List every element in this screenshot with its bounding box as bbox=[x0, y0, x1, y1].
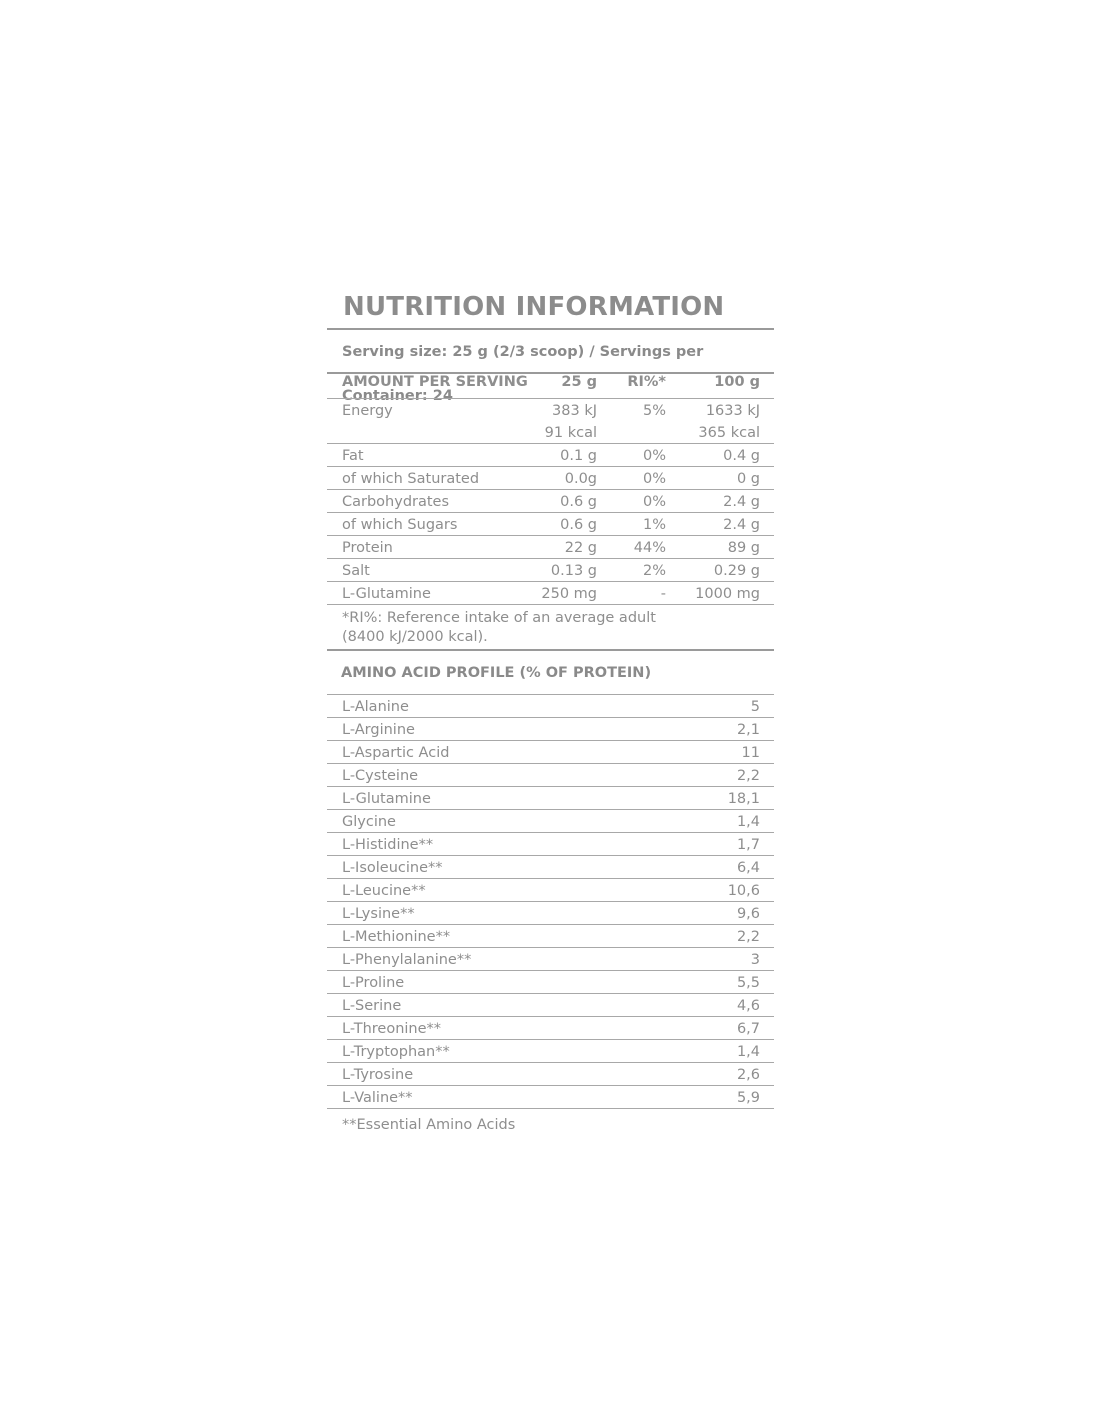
per-serving-value: 0.6 g bbox=[560, 517, 597, 533]
table-row bbox=[327, 879, 774, 902]
amino-acid-name: L-Arginine bbox=[342, 722, 415, 738]
table-row bbox=[327, 1040, 774, 1063]
header-per-100g: 100 g bbox=[714, 374, 760, 390]
nutrient-name: Protein bbox=[342, 540, 393, 556]
nutrient-name: Fat bbox=[342, 448, 364, 464]
amino-acid-value: 1,4 bbox=[736, 814, 760, 830]
table-row bbox=[327, 490, 774, 513]
table-row bbox=[327, 1086, 774, 1109]
ri-footnote-line1: *RI%: Reference intake of an average adult bbox=[342, 610, 656, 626]
ri-value: 0% bbox=[642, 471, 666, 487]
amino-acid-value: 2,2 bbox=[736, 768, 760, 784]
per-100g-value: 2.4 g bbox=[723, 517, 760, 533]
per-serving-value: 0.6 g bbox=[560, 494, 597, 510]
amino-acid-name: L-Proline bbox=[342, 975, 405, 991]
table-row bbox=[327, 810, 774, 833]
table-row bbox=[327, 559, 774, 582]
per-serving-value: 383 kJ bbox=[552, 403, 597, 419]
ri-value: 0% bbox=[642, 448, 666, 464]
table-row bbox=[327, 421, 774, 444]
nutrient-name: L-Glutamine bbox=[342, 586, 431, 602]
amino-acid-value: 4,6 bbox=[736, 998, 760, 1014]
amino-acid-name: L-Isoleucine** bbox=[342, 860, 443, 876]
amino-acid-value: 2,6 bbox=[736, 1067, 760, 1083]
table-row bbox=[327, 948, 774, 971]
serving-info: Serving size: 25 g (2/3 scoop) / Servings per Container: 24 bbox=[327, 330, 774, 374]
header-amount-per-serving: AMOUNT PER SERVING bbox=[342, 374, 528, 390]
table-row bbox=[327, 994, 774, 1017]
amino-acid-name: Glycine bbox=[342, 814, 396, 830]
amino-acid-name: L-Glutamine bbox=[342, 791, 431, 807]
nutrient-name: of which Saturated bbox=[342, 471, 480, 487]
amino-acid-name: L-Tyrosine bbox=[342, 1067, 414, 1083]
nutrient-name: Salt bbox=[342, 563, 370, 579]
table-row bbox=[327, 1063, 774, 1086]
per-serving-value: 91 kcal bbox=[544, 425, 597, 441]
per-serving-value: 22 g bbox=[564, 540, 597, 556]
amino-acid-name: L-Aspartic Acid bbox=[342, 745, 450, 761]
nutrition-rows bbox=[327, 399, 774, 605]
header-per-serving: 25 g bbox=[561, 374, 597, 390]
nutrition-header-row bbox=[327, 374, 774, 399]
amino-acid-name: L-Valine** bbox=[342, 1090, 413, 1106]
amino-acid-value: 1,4 bbox=[736, 1044, 760, 1060]
per-serving-value: 0.0g bbox=[564, 471, 597, 487]
amino-acid-name: L-Alanine bbox=[342, 699, 409, 715]
amino-acid-value: 6,4 bbox=[736, 860, 760, 876]
amino-acid-name: L-Lysine** bbox=[342, 906, 415, 922]
table-row bbox=[327, 582, 774, 605]
amino-acid-value: 2,2 bbox=[736, 929, 760, 945]
amino-acid-name: L-Threonine** bbox=[342, 1021, 442, 1037]
table-row bbox=[327, 695, 774, 718]
table-row bbox=[327, 856, 774, 879]
per-100g-value: 365 kcal bbox=[698, 425, 760, 441]
amino-acid-value: 9,6 bbox=[736, 906, 760, 922]
amino-acid-value: 18,1 bbox=[727, 791, 760, 807]
nutrient-name: Carbohydrates bbox=[342, 494, 450, 510]
amino-acid-name: L-Histidine** bbox=[342, 837, 434, 853]
amino-acid-name: L-Methionine** bbox=[342, 929, 451, 945]
amino-acid-value: 6,7 bbox=[736, 1021, 760, 1037]
per-serving-value: 250 mg bbox=[541, 586, 597, 602]
per-serving-value: 0.13 g bbox=[550, 563, 597, 579]
per-100g-value: 0.4 g bbox=[723, 448, 760, 464]
amino-table bbox=[327, 695, 774, 1109]
nutrient-name: of which Sugars bbox=[342, 517, 458, 533]
amino-acid-name: L-Cysteine bbox=[342, 768, 419, 784]
table-row bbox=[327, 467, 774, 490]
essential-footnote: **Essential Amino Acids bbox=[342, 1117, 516, 1133]
header-ri: RI%* bbox=[627, 374, 666, 390]
ri-footnote bbox=[327, 605, 774, 651]
per-serving-value: 0.1 g bbox=[560, 448, 597, 464]
per-100g-value: 0.29 g bbox=[713, 563, 760, 579]
page-title: NUTRITION INFORMATION bbox=[343, 292, 725, 322]
ri-value: 0% bbox=[642, 494, 666, 510]
amino-acid-value: 3 bbox=[750, 952, 760, 968]
amino-acid-value: 11 bbox=[741, 745, 760, 761]
table-row bbox=[327, 764, 774, 787]
table-row bbox=[327, 787, 774, 810]
per-100g-value: 89 g bbox=[727, 540, 760, 556]
ri-value: - bbox=[660, 586, 666, 602]
per-100g-value: 2.4 g bbox=[723, 494, 760, 510]
ri-footnote-line2: (8400 kJ/2000 kcal). bbox=[342, 629, 488, 645]
table-row bbox=[327, 902, 774, 925]
ri-value: 5% bbox=[642, 403, 666, 419]
nutrition-table bbox=[327, 374, 774, 605]
per-100g-value: 1633 kJ bbox=[705, 403, 760, 419]
amino-acid-name: L-Leucine** bbox=[342, 883, 426, 899]
table-row bbox=[327, 833, 774, 856]
table-row bbox=[327, 971, 774, 994]
table-row bbox=[327, 536, 774, 559]
amino-acid-value: 2,1 bbox=[736, 722, 760, 738]
per-100g-value: 0 g bbox=[736, 471, 760, 487]
nutrient-name: Energy bbox=[342, 403, 393, 419]
amino-acid-value: 10,6 bbox=[727, 883, 760, 899]
nutrition-panel bbox=[327, 290, 774, 1133]
ri-value: 2% bbox=[642, 563, 666, 579]
amino-acid-name: L-Serine bbox=[342, 998, 402, 1014]
amino-acid-value: 5,5 bbox=[736, 975, 760, 991]
ri-value: 1% bbox=[642, 517, 666, 533]
amino-acid-name: L-Tryptophan** bbox=[342, 1044, 450, 1060]
ri-value: 44% bbox=[633, 540, 666, 556]
table-row bbox=[327, 925, 774, 948]
amino-acid-value: 5,9 bbox=[736, 1090, 760, 1106]
table-row bbox=[327, 444, 774, 467]
table-row bbox=[327, 718, 774, 741]
amino-acid-name: L-Phenylalanine** bbox=[342, 952, 472, 968]
per-100g-value: 1000 mg bbox=[695, 586, 760, 602]
table-row bbox=[327, 399, 774, 421]
amino-acid-value: 1,7 bbox=[736, 837, 760, 853]
amino-acid-value: 5 bbox=[750, 699, 760, 715]
table-row bbox=[327, 741, 774, 764]
amino-heading: AMINO ACID PROFILE (% OF PROTEIN) bbox=[327, 651, 774, 695]
table-row bbox=[327, 513, 774, 536]
table-row bbox=[327, 1017, 774, 1040]
